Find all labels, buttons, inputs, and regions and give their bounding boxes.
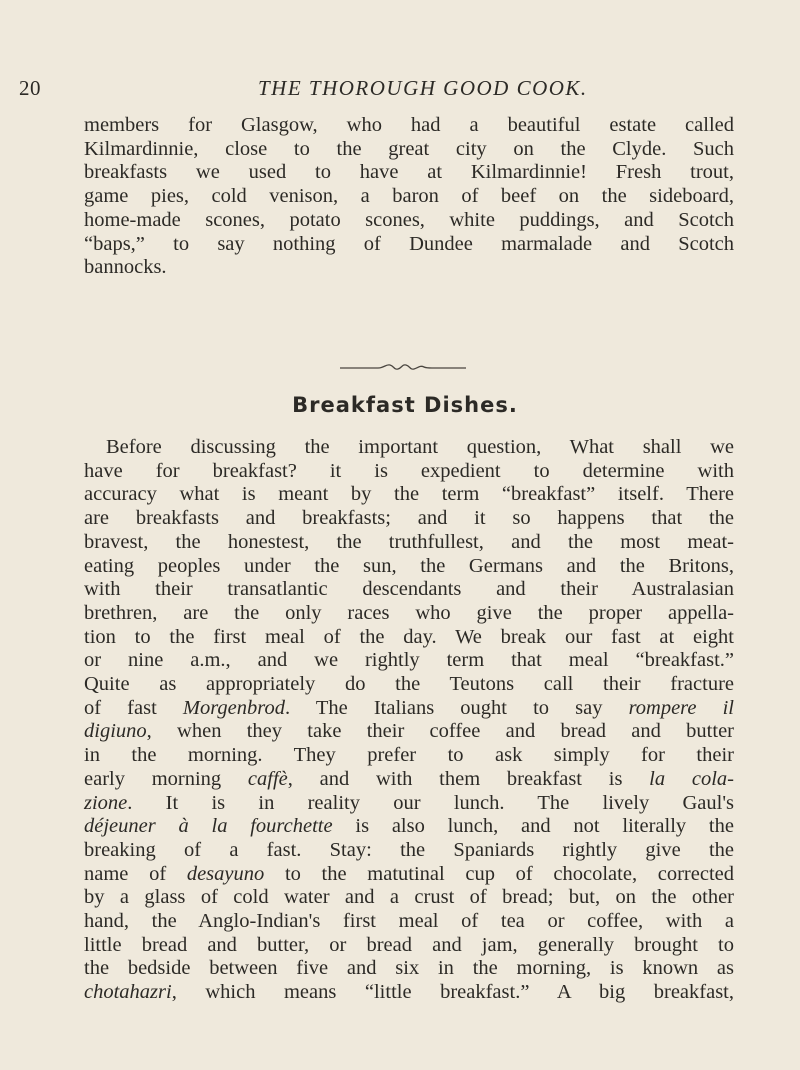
text-run: to the matutinal cup of chocolate, corrected: [264, 862, 734, 885]
foreign-term: chotahazri: [84, 981, 172, 1004]
text-line: Kilmardinnie, close to the great city on the Clyde. Such: [84, 137, 734, 160]
text-run: . The Italians ought to say: [285, 696, 629, 719]
text-line: are breakfasts and breakfasts; and it so happens that the: [84, 507, 734, 530]
text-line: “baps,” to say nothing of Dundee marmalade and Scotch: [84, 232, 734, 255]
text-run: . It is in reality our lunch. The lively Gaul's: [127, 791, 734, 814]
text-line: or nine a.m., and we rightly term that meal “breakfast.”: [84, 649, 734, 672]
text-line: [84, 815, 734, 839]
text-run: is also lunch, and not literally the: [332, 815, 734, 838]
text-line: with their transatlantic descendants and their Australasian: [84, 578, 734, 601]
text-line: home-made scones, potato scones, white puddings, and Scotch: [84, 208, 734, 231]
text-line: tion to the first meal of the day. We break our fast at eight: [84, 625, 734, 648]
text-line: breaking of a fast. Stay: the Spaniards rightly give the: [84, 838, 734, 861]
foreign-term: déjeuner à la fourchette: [84, 815, 333, 838]
text-run: , and with them breakfast is: [287, 767, 650, 790]
text-run: of fast: [84, 696, 183, 719]
text-run: , which means “little breakfast.” A big breakfast,: [171, 981, 734, 1004]
running-head: THE THOROUGH GOOD COOK.: [258, 76, 588, 100]
text-line: members for Glasgow, who had a beautiful estate called: [84, 114, 734, 136]
text-line: [84, 720, 734, 744]
text-line: Quite as appropriately do the Teutons call their fracture: [84, 673, 734, 696]
text-line: Before discussing the important question, What shall we: [106, 436, 734, 458]
text-line: eating peoples under the sun, the Germans and the Britons,: [84, 554, 734, 577]
text-line: brethren, are the only races who give the proper appella-: [84, 601, 734, 624]
page-header: [0, 76, 800, 106]
foreign-term: rompere il: [628, 696, 734, 719]
foreign-term: digiuno: [84, 720, 147, 743]
section-heading: Breakfast Dishes.: [292, 393, 518, 417]
text-run: , when they take their coffee and bread and butter: [146, 720, 734, 743]
text-line: in the morning. They prefer to ask simply for their: [84, 744, 734, 767]
text-line: game pies, cold venison, a baron of beef on the sideboard,: [84, 185, 734, 208]
foreign-term: caffè: [247, 767, 288, 790]
text-line: accuracy what is meant by the term “breakfast” itself. There: [84, 483, 734, 506]
text-line: [84, 768, 734, 792]
paragraph-intro: [84, 114, 734, 280]
foreign-term: Morgenbrod: [182, 696, 286, 719]
text-line: [84, 863, 734, 887]
text-line: [84, 697, 734, 721]
text-run: early morning: [84, 767, 248, 790]
text-line: little bread and butter, or bread and jam, generally brought to: [84, 933, 734, 956]
page-number: 20: [19, 76, 41, 100]
ornament-divider: [338, 361, 468, 373]
text-run: name of: [84, 862, 187, 885]
foreign-term: desayuno: [186, 862, 265, 885]
paragraph-breakfast-dishes: [84, 436, 734, 1005]
foreign-term: la cola-: [649, 767, 734, 790]
text-line: [84, 981, 734, 1005]
foreign-term: zione: [84, 791, 128, 814]
text-line: have for breakfast? it is expedient to determine with: [84, 459, 734, 482]
text-line: by a glass of cold water and a crust of bread; but, on the other: [84, 886, 734, 909]
text-line: bannocks.: [84, 256, 167, 279]
text-line: hand, the Anglo-Indian's first meal of tea or coffee, with a: [84, 910, 734, 933]
text-line: [84, 792, 734, 816]
text-line: breakfasts we used to have at Kilmardinnie! Fresh trout,: [84, 161, 734, 184]
text-line: bravest, the honestest, the truthfullest, and the most meat-: [84, 530, 734, 553]
text-line: the bedside between five and six in the morning, is known as: [84, 957, 734, 980]
